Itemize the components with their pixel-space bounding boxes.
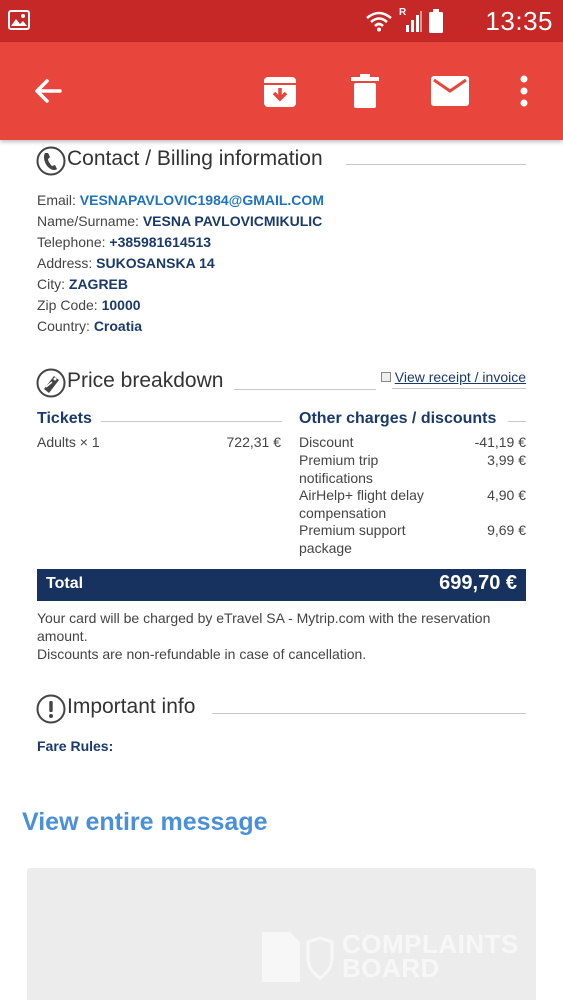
- tickets-heading: Tickets: [37, 410, 92, 427]
- field-value: Croatia: [93, 318, 143, 334]
- charge-amount: 4,90 €: [487, 487, 526, 503]
- ticket-amount: 722,31 €: [226, 434, 281, 450]
- other-charges-heading: Other charges / discounts: [299, 410, 497, 427]
- field-label: Address:: [37, 255, 97, 271]
- field-label: City:: [37, 276, 69, 292]
- divider: [346, 164, 526, 165]
- ad-placeholder: [27, 868, 536, 1000]
- field-value: SUKOSANSKA 14: [96, 255, 215, 271]
- divider: [101, 421, 282, 422]
- wifi-icon: [365, 10, 393, 32]
- receipt-link-text: View receipt / invoice: [394, 369, 526, 385]
- back-button[interactable]: [26, 69, 70, 113]
- charge-amount: -41,19 €: [474, 434, 526, 450]
- roaming-label: R: [399, 7, 407, 18]
- field-label: Email:: [37, 192, 80, 208]
- email-body[interactable]: [0, 140, 563, 1000]
- status-bar: [0, 0, 563, 42]
- city-row: [37, 276, 128, 292]
- price-title: Price breakdown: [67, 369, 224, 392]
- more-vert-icon: [519, 75, 529, 107]
- divider: [212, 713, 526, 714]
- field-label: Country:: [37, 318, 94, 334]
- charge-label: Premium support package: [299, 522, 406, 556]
- delete-button[interactable]: [343, 69, 387, 113]
- charge-label: AirHelp+ flight delay compensation: [299, 487, 424, 521]
- phone-icon: [36, 146, 66, 176]
- total-amount: 699,70 €: [439, 572, 517, 594]
- telephone-row: [37, 234, 211, 250]
- total-label: Total: [46, 575, 84, 592]
- charge-label: Discount: [299, 434, 354, 450]
- field-label: Name/Surname:: [37, 213, 143, 229]
- signal-icon: [399, 9, 423, 33]
- price-tag-icon: [36, 368, 66, 398]
- back-arrow-icon: [32, 75, 64, 107]
- email-row: [37, 192, 324, 208]
- zip-row: [37, 297, 141, 313]
- app-bar: [0, 42, 563, 140]
- important-title: Important info: [67, 695, 196, 718]
- divider: [508, 421, 526, 422]
- address-row: [37, 255, 215, 271]
- mail-icon: [431, 76, 469, 106]
- country-row: [37, 318, 142, 334]
- fare-rules-label: Fare Rules:: [37, 738, 114, 754]
- system-icons: [365, 9, 443, 33]
- discount-note: Discounts are non-refundable in case of cancellation.: [37, 646, 367, 662]
- charge-note: Your card will be charged by eTravel SA - Mytrip.com with the reservation amount.: [37, 610, 491, 644]
- email-link[interactable]: VESNAPAVLOVIC1984@GMAIL.COM: [79, 192, 324, 208]
- ticket-label: Adults × 1: [37, 434, 100, 450]
- field-value: ZAGREB: [68, 276, 129, 292]
- important-section-header: [36, 690, 526, 730]
- charge-amount: 9,69 €: [487, 522, 526, 538]
- field-label: Telephone:: [37, 234, 110, 250]
- contact-section-header: [36, 142, 526, 182]
- field-label: Zip Code:: [37, 297, 102, 313]
- receipt-icon: [381, 372, 391, 382]
- battery-icon: [429, 9, 443, 33]
- archive-button[interactable]: [258, 69, 302, 113]
- trash-icon: [351, 74, 379, 108]
- watermark-line2: BOARD: [342, 953, 440, 983]
- telephone-value[interactable]: +385981614513: [109, 234, 212, 250]
- charge-label: Premium trip notifications: [299, 452, 379, 486]
- clock: 13:35: [485, 6, 553, 36]
- view-receipt-link[interactable]: [381, 369, 526, 385]
- archive-icon: [263, 74, 297, 108]
- view-entire-message-link[interactable]: View entire message: [22, 808, 268, 836]
- charge-amount: 3,99 €: [487, 452, 526, 468]
- name-row: [37, 213, 322, 229]
- divider: [392, 388, 526, 389]
- total-bar: [37, 569, 526, 601]
- contact-title: Contact / Billing information: [67, 147, 323, 170]
- divider: [234, 389, 376, 390]
- field-value: 10000: [101, 297, 141, 313]
- more-options-button[interactable]: [502, 69, 546, 113]
- info-icon: [36, 694, 66, 724]
- mark-unread-button[interactable]: [428, 69, 472, 113]
- field-value: VESNA PAVLOVICMIKULIC: [142, 213, 323, 229]
- watermark-line1: COMPLAINTS: [342, 929, 519, 959]
- complaints-board-watermark: [260, 928, 540, 993]
- gallery-icon: [8, 10, 30, 30]
